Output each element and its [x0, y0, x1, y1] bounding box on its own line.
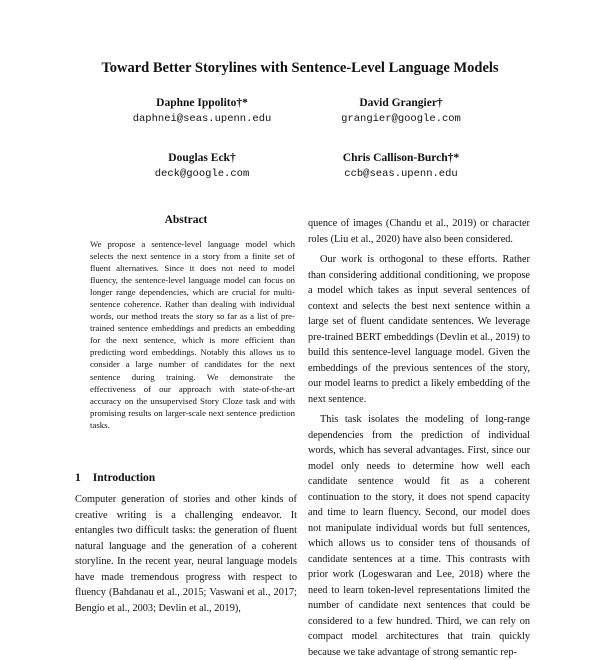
abstract-body: We propose a sentence-level language model which selects the next sentence in a story from a finite set of fluent alternatives. Since it does not need to model fluency, the sentence-level language model can focus on longer range dependencies, which are crucial for multi-sentence coherence. Rather than dealing with individual words, our method treats the story so far as a list of pre-trained sentence embeddings and predicts an embedding for the next sentence, which is more efficient than predicting word embeddings. Notably this allows us to consider a large number of candidates for the next sentence during training. We demonstrate the effectiveness of our approach with state-of-the-art accuracy on the unsupervised Story Cloze task and with promising results on larger-scale next sentence prediction tasks. [90, 239, 295, 430]
section-heading [75, 472, 155, 484]
author-email: grangier@google.com [341, 113, 461, 125]
author-email: daphnei@seas.upenn.edu [132, 113, 272, 125]
right-column [308, 216, 530, 660]
paper-title: Toward Better Storylines with Sentence-Level Language Models [101, 60, 499, 76]
author-name: David Grangier† [359, 97, 443, 109]
author-block [281, 95, 521, 127]
right-paragraph: quence of images (Chandu et al., 2019) or character roles (Liu et al., 2020) have also been considered. [308, 218, 530, 245]
author-email: ccb@seas.upenn.edu [344, 168, 458, 180]
author-email: deck@google.com [154, 168, 250, 180]
section-title: Introduction [92, 472, 156, 484]
author-name: Douglas Eck† [168, 152, 236, 164]
section-number: 1 [75, 472, 81, 484]
intro-paragraph: Computer generation of stories and other kinds of creative writing is a challenging endeavor. It entangles two difficult tasks: the generation of fluent natural language and the generation of a coherent storyline. In the recent year, neural language models have made tremendous progress with respect to fluency (Bahdanau et al., 2015; Vaswani et al., 2017; Bengio et al., 2003; Devlin et al., 2019), [75, 494, 297, 614]
right-paragraph: Our work is orthogonal to these efforts. Rather than considering additional conditioning, we propose a model which takes as input several sentences of context and selects the best next sentence within a large set of fluent candidate sentences. We leverage pre-trained BERT embeddings (Devlin et al., 2019) to build this sentence-level language model. Given the embeddings of the previous sentences of the story, our model learns to predict a likely embedding of the next sentence. [308, 254, 530, 405]
right-paragraph: This task isolates the modeling of long-range dependencies from the prediction of individual words, which has several advantages. First, since our model only needs to determine how well each candidate sentence would fit as a coherent continuation to the story, it does not spend capacity and time to learn fluency. Second, our model does not manipulate individual words but full sentences, which allows us to consider tens of thousands of candidate sentences at a time. This contrasts with prior work (Logeswaran and Lee, 2018) where the need to learn token-level representations limited the number of candidate next sentences that could be considered to a few hundred. Third, we can rely on compact model architectures that train quickly because we take advantage of strong semantic rep- [308, 414, 530, 658]
abstract-heading: Abstract [164, 214, 208, 226]
author-block [281, 150, 521, 182]
author-name: Chris Callison-Burch†* [342, 152, 460, 164]
author-name: Daphne Ippolito†* [156, 97, 248, 109]
